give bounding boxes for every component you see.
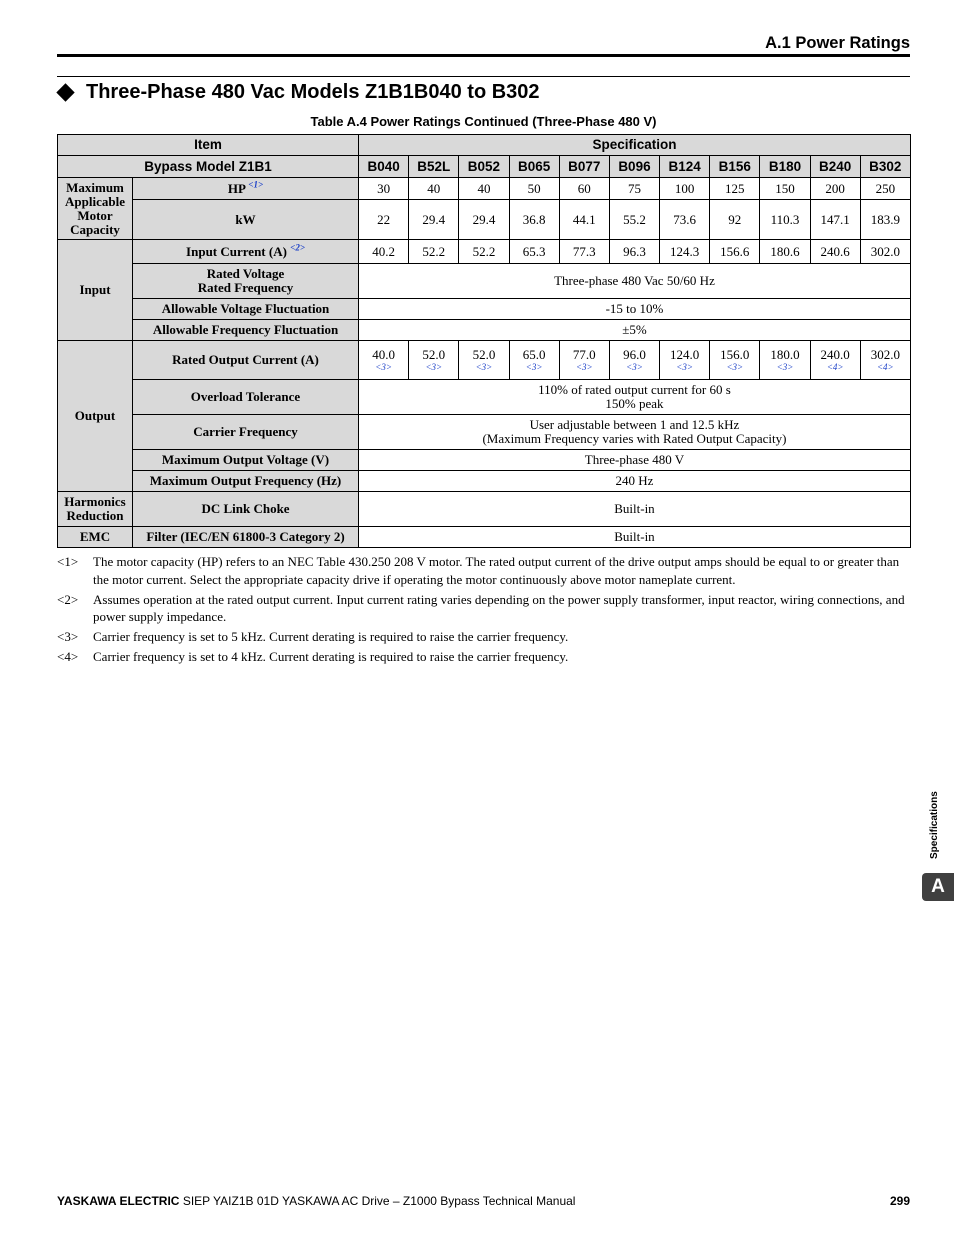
- voltage-fluctuation-value: -15 to 10%: [359, 299, 911, 320]
- hp-value: 250: [860, 178, 910, 200]
- input-current-value: 96.3: [609, 240, 659, 264]
- max-output-frequency-value: 240 Hz: [359, 471, 911, 492]
- footer: [57, 1194, 575, 1208]
- rated-output-current-number: 240.0: [820, 347, 850, 362]
- category-output: Output: [58, 341, 133, 492]
- table-row: [58, 450, 911, 471]
- table-row: [58, 156, 911, 178]
- category-harmonics: Harmonics Reduction: [58, 492, 133, 527]
- model-label: Bypass Model Z1B1: [58, 156, 359, 178]
- input-current-label-text: Input Current (A): [186, 243, 287, 259]
- table-row: [58, 320, 911, 341]
- model-cell: B124: [660, 156, 710, 178]
- footnote-text: Carrier frequency is set to 5 kHz. Current derating is required to raise the carrier frequency.: [93, 629, 569, 644]
- rated-voltage-frequency-label: [133, 264, 359, 299]
- rated-frequency-label: Rated Frequency: [197, 280, 294, 295]
- appendix-tab: A: [922, 873, 954, 901]
- hp-value: 75: [609, 178, 659, 200]
- input-current-label: [133, 240, 359, 264]
- kw-value: 29.4: [409, 200, 459, 240]
- rated-output-current-value: [609, 341, 659, 380]
- hp-value: 60: [559, 178, 609, 200]
- model-cell: B240: [810, 156, 860, 178]
- footnotes: [57, 553, 910, 668]
- input-current-value: 65.3: [509, 240, 559, 264]
- frequency-fluctuation-label: Allowable Frequency Fluctuation: [133, 320, 359, 341]
- footnote-text: Assumes operation at the rated output current. Input current rating varies depending on the power supply transformer, input reactor, wiring connections, and power supply impedance.: [93, 591, 905, 624]
- kw-label: kW: [133, 200, 359, 240]
- rated-output-current-number: 52.0: [472, 347, 496, 362]
- table-row: [58, 471, 911, 492]
- table-row: [58, 527, 911, 548]
- footnote-mark: <1>: [57, 554, 79, 569]
- footnote-ref: <3>: [425, 362, 443, 372]
- max-output-voltage-label: Maximum Output Voltage (V): [133, 450, 359, 471]
- model-cell: B040: [359, 156, 409, 178]
- rated-output-current-number: 40.0: [372, 347, 395, 362]
- rated-output-current-value: [409, 341, 459, 380]
- rated-output-current-value: [660, 341, 710, 380]
- table-row: [58, 492, 911, 527]
- kw-value: 147.1: [810, 200, 860, 240]
- category-input: Input: [58, 240, 133, 341]
- hp-value: 125: [710, 178, 760, 200]
- model-cell: B156: [710, 156, 760, 178]
- section-title: Three-Phase 480 Vac Models Z1B1B040 to B302: [86, 81, 540, 103]
- kw-value: 110.3: [760, 200, 810, 240]
- model-cell: B065: [509, 156, 559, 178]
- model-cell: B052: [459, 156, 509, 178]
- footnote: [57, 591, 910, 626]
- item-header: Item: [58, 135, 359, 156]
- input-current-value: 180.6: [760, 240, 810, 264]
- rated-output-current-value: [810, 341, 860, 380]
- rated-voltage-label: Rated Voltage: [206, 266, 285, 281]
- dc-link-choke-label: DC Link Choke: [133, 492, 359, 527]
- table-row: [58, 264, 911, 299]
- emc-filter-label: Filter (IEC/EN 61800-3 Category 2): [133, 527, 359, 548]
- rated-output-current-value: [459, 341, 509, 380]
- running-header: A.1 Power Ratings: [765, 34, 910, 52]
- footnote-ref: <3>: [375, 362, 392, 372]
- kw-value: 36.8: [509, 200, 559, 240]
- hp-value: 50: [509, 178, 559, 200]
- max-output-voltage-value: Three-phase 480 V: [359, 450, 911, 471]
- specification-header: Specification: [359, 135, 911, 156]
- emc-filter-value: Built-in: [359, 527, 911, 548]
- input-current-value: 52.2: [459, 240, 509, 264]
- hp-value: 40: [409, 178, 459, 200]
- kw-value: 183.9: [860, 200, 910, 240]
- category-motor: Maximum Applicable Motor Capacity: [58, 178, 133, 240]
- rated-output-current-number: 180.0: [770, 347, 800, 362]
- table-row: [58, 341, 911, 380]
- table-row: [58, 178, 911, 200]
- carrier-frequency-label: Carrier Frequency: [133, 415, 359, 450]
- category-emc: EMC: [58, 527, 133, 548]
- rated-output-current-value: [559, 341, 609, 380]
- kw-value: 55.2: [609, 200, 659, 240]
- input-current-value: 40.2: [359, 240, 409, 264]
- kw-value: 73.6: [660, 200, 710, 240]
- footer-text: SIEP YAIZ1B 01D YASKAWA AC Drive – Z1000 Bypass Technical Manual: [182, 1194, 576, 1208]
- footnote-ref: <3>: [676, 362, 693, 372]
- rated-output-current-value: [760, 341, 810, 380]
- table-row: [58, 380, 911, 415]
- input-current-value: 124.3: [660, 240, 710, 264]
- footnote-ref: <3>: [776, 362, 794, 372]
- footnote-ref: <3>: [475, 362, 493, 372]
- overload-tolerance-label: Overload Tolerance: [133, 380, 359, 415]
- model-cell: B077: [559, 156, 609, 178]
- hp-value: 150: [760, 178, 810, 200]
- kw-value: 22: [359, 200, 409, 240]
- rated-output-current-number: 52.0: [422, 347, 446, 362]
- hp-label-text: HP: [227, 180, 246, 196]
- hp-value: 200: [810, 178, 860, 200]
- rated-output-current-number: 156.0: [720, 347, 750, 362]
- page-number: 299: [889, 1194, 910, 1208]
- header-rule: [57, 54, 910, 57]
- dc-link-choke-value: Built-in: [359, 492, 911, 527]
- overload-line-1: 110% of rated output current for 60 s: [538, 382, 731, 397]
- footnote-ref: <3>: [726, 362, 744, 372]
- footnote: [57, 648, 910, 666]
- footnote-text: Carrier frequency is set to 4 kHz. Current derating is required to raise the carrier frequency.: [93, 649, 569, 664]
- kw-value: 92: [710, 200, 760, 240]
- footnote: [57, 553, 910, 588]
- model-cell: B096: [609, 156, 659, 178]
- table-row: [58, 299, 911, 320]
- table-row: [58, 135, 911, 156]
- table-caption: Table A.4 Power Ratings Continued (Three-Phase 480 V): [310, 114, 657, 129]
- input-current-value: 240.6: [810, 240, 860, 264]
- footnote-ref-1: <1>: [248, 179, 264, 190]
- model-cell: B302: [860, 156, 910, 178]
- table-row: [58, 200, 911, 240]
- footnote-mark: <3>: [57, 629, 79, 644]
- rated-output-current-number: 65.0: [522, 347, 546, 362]
- rated-output-current-value: [710, 341, 760, 380]
- frequency-fluctuation-value: ±5%: [359, 320, 911, 341]
- rated-voltage-value: Three-phase 480 Vac 50/60 Hz: [359, 264, 911, 299]
- carrier-line-2: (Maximum Frequency varies with Rated Output Capacity): [482, 431, 787, 446]
- carrier-line-1: User adjustable between 1 and 12.5 kHz: [529, 417, 740, 432]
- input-current-value: 77.3: [559, 240, 609, 264]
- section-heading: [57, 81, 540, 104]
- rated-output-current-number: 302.0: [870, 347, 900, 362]
- input-current-value: 52.2: [409, 240, 459, 264]
- max-output-frequency-label: Maximum Output Frequency (Hz): [133, 471, 359, 492]
- rated-output-current-value: [509, 341, 559, 380]
- overload-tolerance-value: [359, 380, 911, 415]
- rated-output-current-number: 77.0: [572, 347, 596, 362]
- footnote-ref: <4>: [826, 362, 844, 372]
- footnote-text: The motor capacity (HP) refers to an NEC Table 430.250 208 V motor. The rated output current of the drive output amps should be equal to or greater than the motor current. Select the appropriate capacity drive if operating the motor continuously above motor nameplate current.: [93, 554, 900, 587]
- input-current-value: 156.6: [710, 240, 760, 264]
- footnote-ref: <3>: [575, 362, 593, 372]
- table-row: [58, 240, 911, 264]
- overload-line-2: 150% peak: [605, 396, 664, 411]
- kw-value: 44.1: [559, 200, 609, 240]
- table-row: [58, 415, 911, 450]
- section-rule: [57, 76, 910, 77]
- hp-label: [133, 178, 359, 200]
- footnote-mark: <2>: [57, 591, 79, 607]
- model-cell: B180: [760, 156, 810, 178]
- kw-value: 29.4: [459, 200, 509, 240]
- diamond-bullet-icon: [56, 83, 74, 101]
- rated-output-current-number: 96.0: [623, 347, 646, 362]
- voltage-fluctuation-label: Allowable Voltage Fluctuation: [133, 299, 359, 320]
- footnote-mark: <4>: [57, 649, 79, 664]
- rated-output-current-value: [359, 341, 409, 380]
- footnote: [57, 628, 910, 646]
- footnote-ref: <4>: [876, 362, 894, 372]
- model-cell: B52L: [409, 156, 459, 178]
- footnote-ref: <3>: [626, 362, 643, 372]
- rated-output-current-value: [860, 341, 910, 380]
- side-section-label: Specifications: [929, 791, 940, 859]
- hp-value: 30: [359, 178, 409, 200]
- footer-brand: YASKAWA ELECTRIC: [57, 1194, 180, 1208]
- footnote-ref-2: <2>: [290, 242, 305, 253]
- footnote-ref: <3>: [525, 362, 543, 372]
- input-current-value: 302.0: [860, 240, 910, 264]
- power-ratings-table: [57, 134, 911, 548]
- carrier-frequency-value: [359, 415, 911, 450]
- rated-output-current-number: 124.0: [670, 347, 700, 362]
- rated-output-current-label: Rated Output Current (A): [133, 341, 359, 380]
- hp-value: 100: [660, 178, 710, 200]
- hp-value: 40: [459, 178, 509, 200]
